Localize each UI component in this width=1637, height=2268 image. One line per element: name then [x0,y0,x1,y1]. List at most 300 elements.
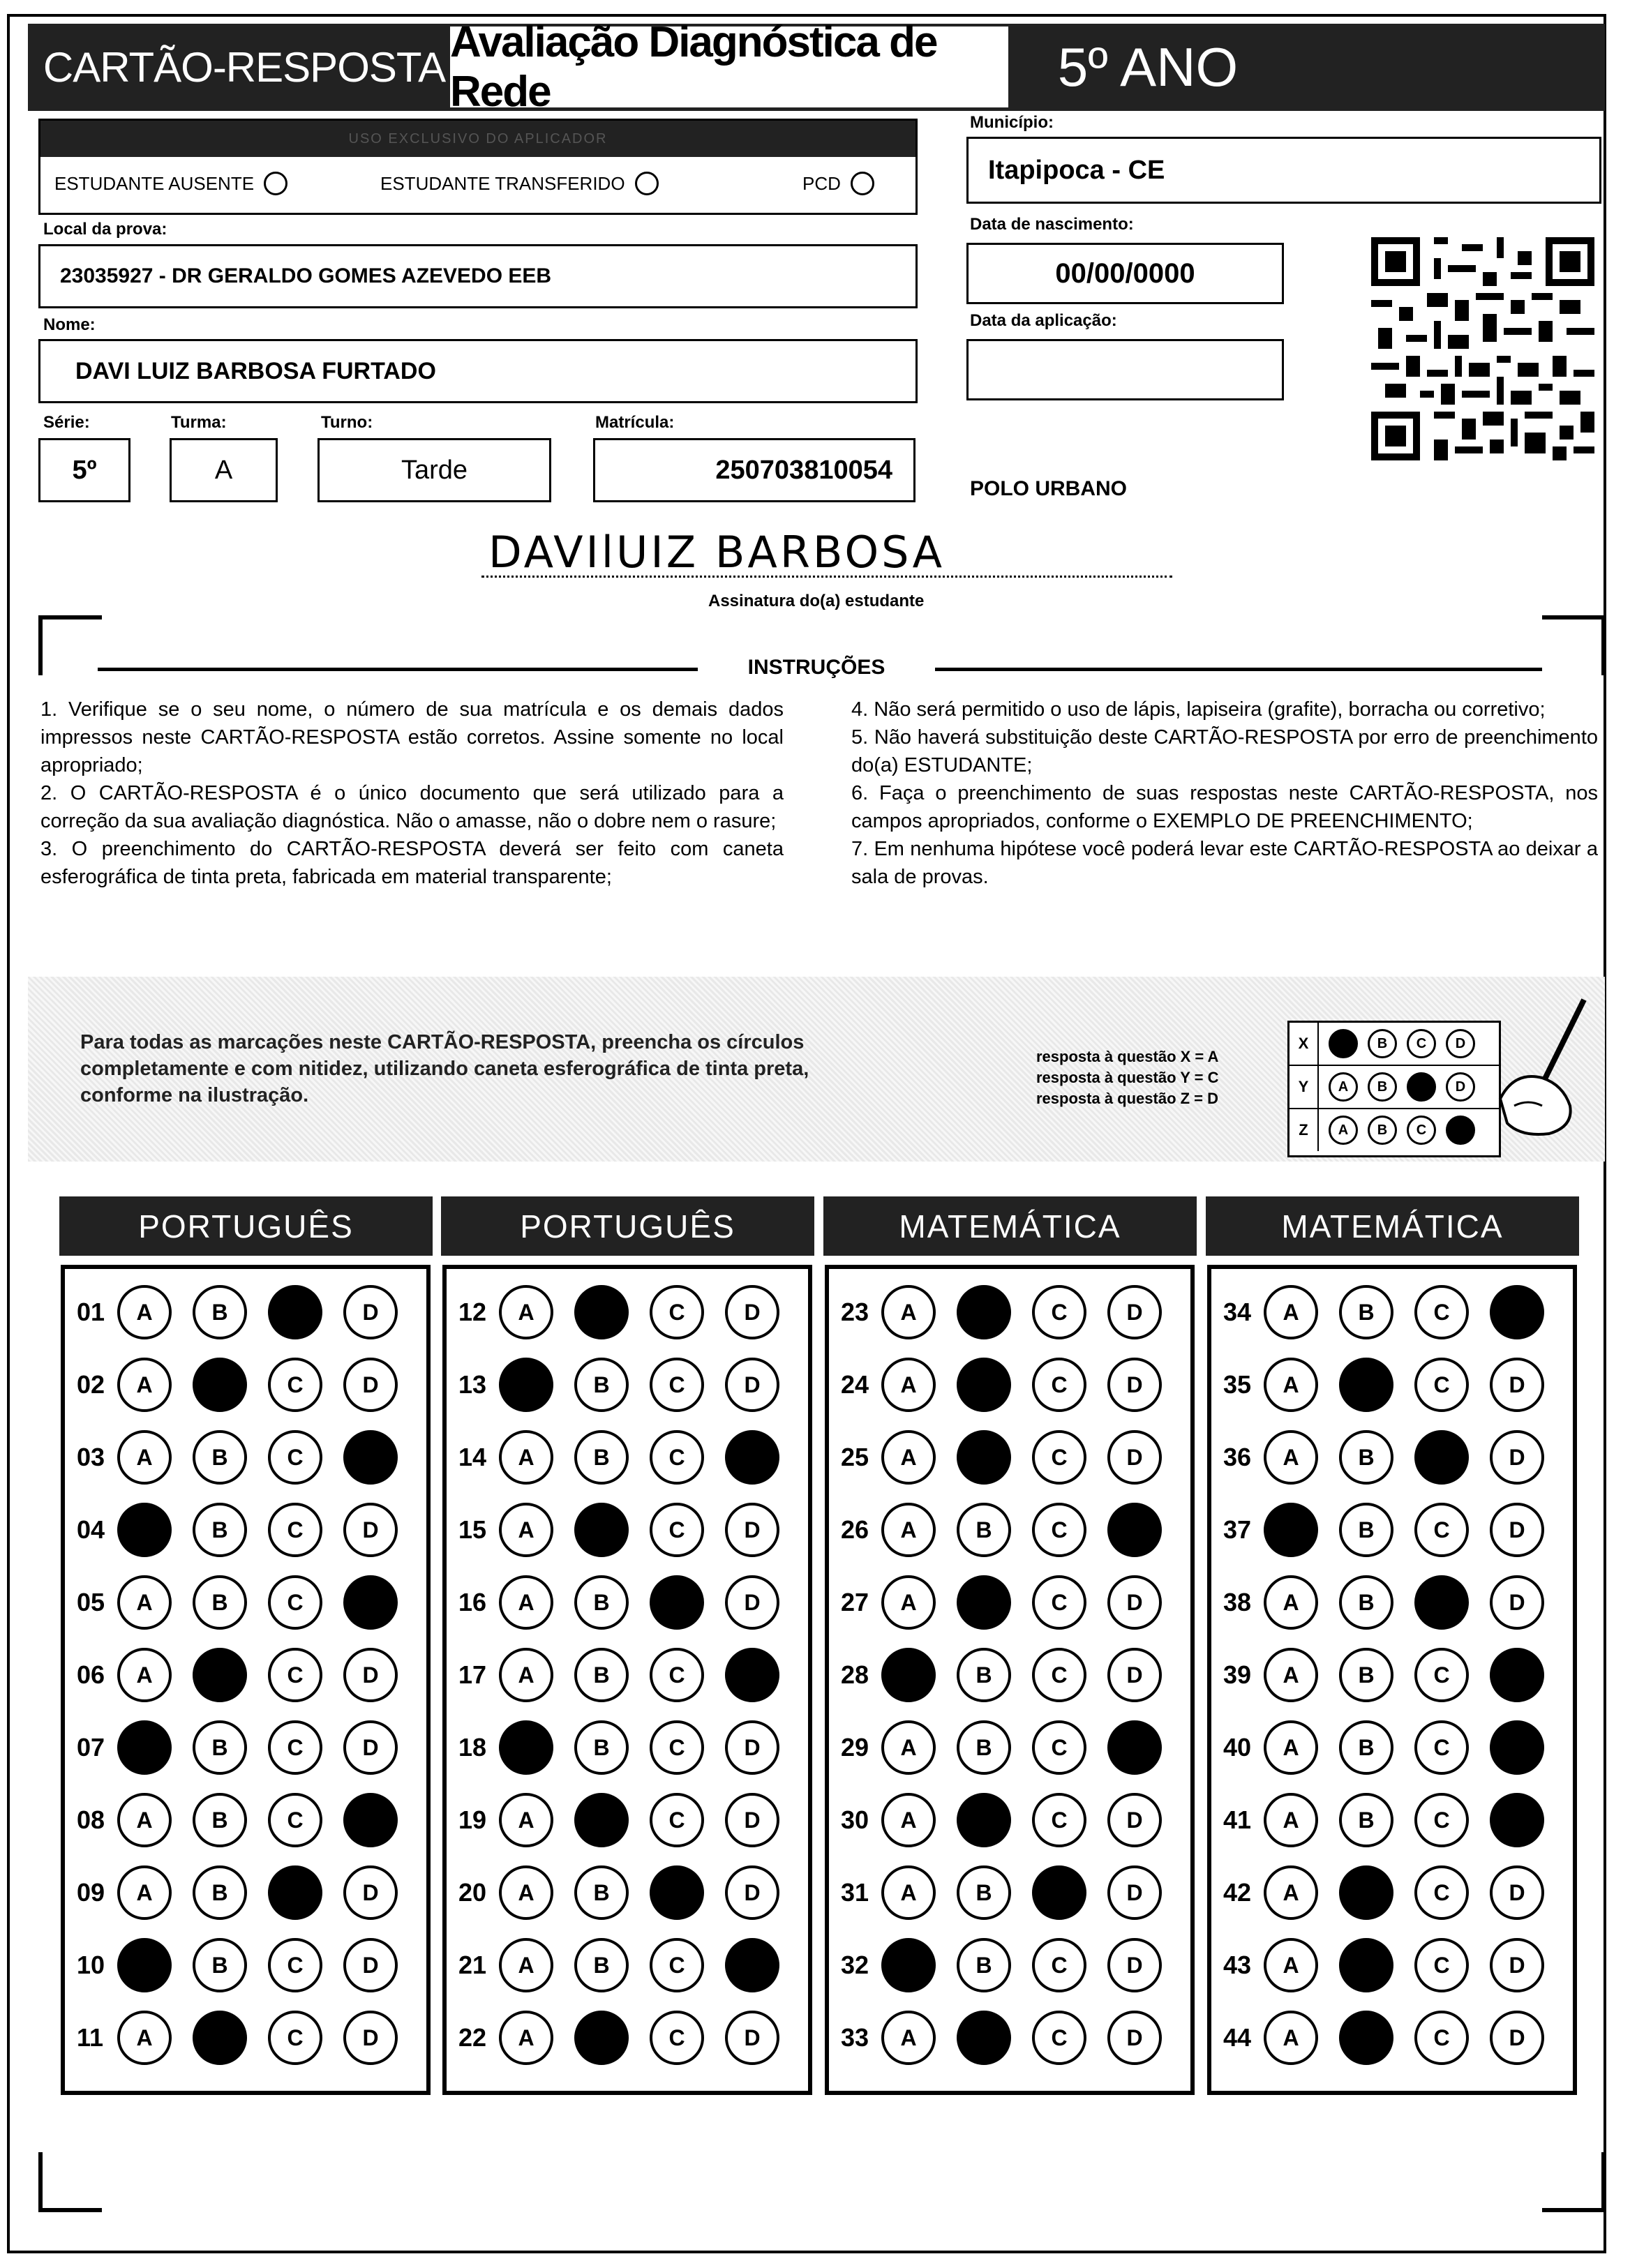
answer-bubble-d[interactable]: D [725,1648,779,1702]
answer-bubble-c[interactable]: C [650,1503,704,1557]
example-bubble-d: D [1446,1072,1475,1102]
answer-bubble-a[interactable]: A [499,1793,553,1847]
answer-bubble-b[interactable]: B [957,1430,1011,1485]
question-row [841,1720,1183,1775]
answer-bubble-c[interactable]: C [268,1503,322,1557]
question-number: 40 [1223,1733,1252,1762]
question-row [77,1648,419,1702]
question-row [458,2011,800,2065]
answer-bubble-b[interactable]: B [957,1358,1011,1412]
answer-bubble-b[interactable]: B [193,1938,247,1992]
answer-bubble-b[interactable]: B [1339,1503,1393,1557]
aplicacao-field[interactable] [966,339,1284,400]
question-number: 12 [458,1298,487,1326]
answer-bubble-c[interactable]: C [1414,1285,1469,1339]
answer-bubble-a[interactable]: A [499,1430,553,1485]
question-number: 04 [77,1515,105,1544]
nome-value: DAVI LUIZ BARBOSA FURTADO [75,357,436,384]
answer-bubble-c[interactable]: C [268,1938,322,1992]
answer-bubble-c[interactable]: C [1414,1430,1469,1485]
answer-bubble-b[interactable]: B [193,1430,247,1485]
question-number: 16 [458,1588,487,1616]
instructions-right-column [851,696,1598,891]
answer-bubble-a[interactable]: A [499,1865,553,1920]
answer-bubble-b[interactable]: B [957,2011,1011,2065]
answer-bubble-d[interactable]: D [725,1358,779,1412]
answer-bubble-a[interactable]: A [117,1865,172,1920]
section-title: MATEMÁTICA [823,1196,1197,1256]
answer-bubble-d[interactable]: D [1107,1358,1162,1412]
answer-bubble-d[interactable]: D [1490,1720,1544,1775]
answer-bubble-d[interactable]: D [1107,1648,1162,1702]
answer-bubble-d[interactable]: D [725,1430,779,1485]
corner-mark-bottom-right [1542,2152,1606,2212]
answer-bubble-b[interactable]: B [574,1285,629,1339]
answer-bubble-c[interactable]: C [1032,1575,1086,1630]
answer-bubble-b[interactable]: B [193,1575,247,1630]
answer-bubble-a[interactable]: A [881,1358,936,1412]
answer-bubble-d[interactable]: D [343,1938,398,1992]
answer-bubble-d[interactable]: D [725,1865,779,1920]
example-bubble-c: C [1407,1116,1436,1145]
applicator-panel [38,119,918,215]
answer-bubble-c[interactable]: C [1414,1503,1469,1557]
question-row [841,1503,1183,1557]
question-row [77,1720,419,1775]
answer-bubble-b[interactable]: B [193,1865,247,1920]
question-number: 15 [458,1515,487,1544]
question-number: 44 [1223,2023,1252,2052]
answer-bubble-b[interactable]: B [193,2011,247,2065]
answer-bubble-b[interactable]: B [574,1865,629,1920]
serie-label: Série: [43,413,90,432]
answer-bubble-b[interactable]: B [1339,1648,1393,1702]
question-number: 37 [1223,1515,1252,1544]
answer-bubble-b[interactable]: B [957,1503,1011,1557]
turma-field [170,438,278,502]
example-bubble-c: C [1407,1072,1436,1102]
answer-bubble-c[interactable]: C [1032,1720,1086,1775]
answer-bubble-c[interactable]: C [650,2011,704,2065]
answer-bubble-a[interactable]: A [881,1503,936,1557]
answer-bubble-d[interactable]: D [343,1285,398,1339]
example-bubble-a: A [1329,1116,1358,1145]
answer-bubble-b[interactable]: B [1339,1285,1393,1339]
answer-bubble-c[interactable]: C [1032,2011,1086,2065]
answer-bubble-d[interactable]: D [1107,1793,1162,1847]
answer-bubble-b[interactable]: B [1339,1358,1393,1412]
answer-bubble-d[interactable]: D [725,1793,779,1847]
municipio-value: Itapipoca - CE [988,155,1165,185]
question-row [458,1720,800,1775]
answer-bubble-a[interactable]: A [499,1503,553,1557]
answer-bubble-a[interactable]: A [1264,1793,1318,1847]
example-text: Para todas as marcações neste CARTÃO-RESPOSTA, preencha os círculos completamente e com nitidez, utilizando caneta esferográfica de tinta preta, conforme na ilustração. [80,1031,809,1106]
answer-bubble-c[interactable]: C [1032,1430,1086,1485]
answer-bubble-c[interactable]: C [268,1575,322,1630]
answer-bubble-c[interactable]: C [1032,1648,1086,1702]
answer-bubble-d[interactable]: D [1107,1938,1162,1992]
answer-bubble-c[interactable]: C [650,1358,704,1412]
question-number: 18 [458,1733,487,1762]
nascimento-value: 00/00/0000 [1055,257,1195,289]
question-row [841,1430,1183,1485]
matricula-value: 250703810054 [715,455,892,485]
question-row [77,1430,419,1485]
question-number: 21 [458,1951,487,1979]
answer-bubble-b[interactable]: B [1339,2011,1393,2065]
question-number: 05 [77,1588,105,1616]
pcd-bubble[interactable] [851,172,874,195]
answer-bubble-c[interactable]: C [1414,1648,1469,1702]
question-number: 36 [1223,1443,1252,1471]
answer-bubble-c[interactable]: C [650,1938,704,1992]
question-row [1223,1430,1565,1485]
absent-option[interactable] [54,172,287,195]
matricula-label: Matrícula: [595,413,675,432]
answer-bubble-a[interactable]: A [117,1720,172,1775]
exam-title: Avaliação Diagnóstica de Rede [450,27,1008,107]
answer-bubble-a[interactable]: A [499,1720,553,1775]
example-legend [1036,1046,1218,1109]
answer-bubble-b[interactable]: B [193,1358,247,1412]
answer-bubble-b[interactable]: B [193,1720,247,1775]
instruction-2: 2. O CARTÃO-RESPOSTA é o único documento que será utilizado para a correção da sua avaliação diagnóstica. Não o amasse, não o dobre nem o rasure; [40,782,784,832]
answer-bubble-d[interactable]: D [725,2011,779,2065]
question-number: 42 [1223,1878,1252,1907]
answer-bubble-b[interactable]: B [574,1358,629,1412]
answer-bubble-d[interactable]: D [1490,1648,1544,1702]
answer-bubble-a[interactable]: A [881,1865,936,1920]
answer-bubble-d[interactable]: D [1107,1575,1162,1630]
answer-bubble-c[interactable]: C [1414,1720,1469,1775]
absent-bubble[interactable] [264,172,287,195]
answer-bubble-c[interactable]: C [268,1720,322,1775]
answer-bubble-d[interactable]: D [1490,1430,1544,1485]
legend-y: resposta à questão Y = C [1036,1069,1219,1086]
question-row [1223,1938,1565,1992]
answer-bubble-d[interactable]: D [1490,1575,1544,1630]
example-bubble-a: A [1329,1072,1358,1102]
instructions-rule-left [98,668,712,671]
answer-bubble-a[interactable]: A [499,2011,553,2065]
answer-bubble-a[interactable]: A [1264,2011,1318,2065]
question-row [1223,1358,1565,1412]
answer-bubble-a[interactable]: A [881,1720,936,1775]
question-number: 01 [77,1298,105,1326]
question-number: 43 [1223,1951,1252,1979]
answer-bubble-a[interactable]: A [1264,1938,1318,1992]
corner-mark-top-left [38,615,102,675]
answer-bubble-b[interactable]: B [1339,1865,1393,1920]
signature-label: Assinatura do(a) estudante [708,592,925,610]
local-label: Local da prova: [43,220,167,239]
nome-field [38,339,918,403]
absent-label: ESTUDANTE AUSENTE [54,172,255,194]
answer-bubble-d[interactable]: D [725,1575,779,1630]
question-row [77,1358,419,1412]
answer-bubble-b[interactable]: B [957,1793,1011,1847]
question-number: 14 [458,1443,487,1471]
serie-value: 5º [72,455,97,485]
question-number: 20 [458,1878,487,1907]
question-number: 09 [77,1878,105,1907]
question-row [458,1285,800,1339]
answer-bubble-a[interactable]: A [881,1575,936,1630]
answer-bubble-b[interactable]: B [193,1503,247,1557]
qr-code [1371,237,1594,460]
answer-bubble-c[interactable]: C [650,1720,704,1775]
answer-bubble-c[interactable]: C [268,1865,322,1920]
answer-bubble-b[interactable]: B [957,1720,1011,1775]
question-number: 30 [841,1805,869,1834]
answer-bubble-a[interactable]: A [1264,1865,1318,1920]
question-row [841,1793,1183,1847]
question-number: 28 [841,1660,869,1689]
answer-bubble-d[interactable]: D [1107,1285,1162,1339]
answer-bubble-d[interactable]: D [343,1430,398,1485]
question-number: 35 [1223,1370,1252,1399]
answer-bubble-c[interactable]: C [268,1285,322,1339]
answer-bubble-b[interactable]: B [957,1648,1011,1702]
answer-bubble-a[interactable]: A [117,1285,172,1339]
legend-z: resposta à questão Z = D [1036,1090,1219,1107]
example-row-label: Z [1290,1109,1319,1151]
answer-bubble-c[interactable]: C [650,1430,704,1485]
answer-bubble-c[interactable]: C [1414,1358,1469,1412]
answer-bubble-d[interactable]: D [1490,1938,1544,1992]
example-bubble-c: C [1407,1029,1436,1058]
instruction-1: 1. Verifique se o seu nome, o número de sua matrícula e os demais dados impressos neste CARTÃO-RESPOSTA estão corretos. Assine somente no local apropriado; [40,698,784,776]
answer-bubble-d[interactable]: D [725,1938,779,1992]
answer-bubble-d[interactable]: D [1107,1865,1162,1920]
answer-bubble-b[interactable]: B [1339,1793,1393,1847]
answer-bubble-a[interactable]: A [1264,1720,1318,1775]
answer-bubble-d[interactable]: D [1107,1720,1162,1775]
turno-field [317,438,551,502]
answer-bubble-d[interactable]: D [343,1503,398,1557]
answer-bubble-c[interactable]: C [1414,1938,1469,1992]
answer-bubble-b[interactable]: B [1339,1430,1393,1485]
answer-bubble-d[interactable]: D [1490,1865,1544,1920]
answer-bubble-d[interactable]: D [343,1648,398,1702]
example-bubble-b: B [1368,1029,1397,1058]
answer-bubble-b[interactable]: B [1339,1938,1393,1992]
question-number: 03 [77,1443,105,1471]
answer-bubble-c[interactable]: C [1032,1285,1086,1339]
answer-bubble-a[interactable]: A [499,1575,553,1630]
answer-bubble-a[interactable]: A [881,1793,936,1847]
signature-line [481,576,1172,578]
answer-bubble-c[interactable]: C [268,1648,322,1702]
answer-bubble-b[interactable]: B [193,1285,247,1339]
answer-bubble-d[interactable]: D [725,1503,779,1557]
example-bubble-a: A [1329,1029,1358,1058]
answer-bubble-a[interactable]: A [117,1358,172,1412]
turno-value: Tarde [401,455,468,485]
question-row [1223,1648,1565,1702]
answer-bubble-d[interactable]: D [725,1285,779,1339]
answer-bubble-a[interactable]: A [1264,1358,1318,1412]
turma-value: A [214,455,233,485]
answer-bubble-d[interactable]: D [343,1720,398,1775]
question-number: 41 [1223,1805,1252,1834]
question-number: 38 [1223,1588,1252,1616]
answer-bubble-d[interactable]: D [1107,2011,1162,2065]
answer-bubble-c[interactable]: C [1414,2011,1469,2065]
question-row [1223,1285,1565,1339]
answer-bubble-a[interactable]: A [117,1430,172,1485]
answer-bubble-b[interactable]: B [574,1575,629,1630]
answer-bubble-c[interactable]: C [650,1575,704,1630]
answer-bubble-c[interactable]: C [1414,1793,1469,1847]
answer-bubble-d[interactable]: D [343,1793,398,1847]
answer-bubble-c[interactable]: C [650,1648,704,1702]
question-row [458,1865,800,1920]
answer-bubble-a[interactable]: A [881,1430,936,1485]
question-row [458,1358,800,1412]
transferred-option[interactable] [380,172,659,195]
question-number: 08 [77,1805,105,1834]
answer-bubble-c[interactable]: C [650,1793,704,1847]
answer-bubble-d[interactable]: D [1490,1358,1544,1412]
answer-bubble-a[interactable]: A [1264,1648,1318,1702]
answer-bubble-d[interactable]: D [343,1575,398,1630]
question-row [1223,2011,1565,2065]
answer-bubble-b[interactable]: B [1339,1720,1393,1775]
answer-bubble-a[interactable]: A [1264,1285,1318,1339]
question-row [458,1575,800,1630]
answer-bubble-a[interactable]: A [117,1575,172,1630]
transferred-bubble[interactable] [635,172,659,195]
nascimento-label: Data de nascimento: [970,215,1134,234]
answer-bubble-c[interactable]: C [268,1793,322,1847]
answer-bubble-a[interactable]: A [1264,1503,1318,1557]
answer-bubble-b[interactable]: B [574,2011,629,2065]
answer-bubble-a[interactable]: A [1264,1575,1318,1630]
answer-bubble-b[interactable]: B [193,1648,247,1702]
question-number: 31 [841,1878,869,1907]
answer-bubble-a[interactable]: A [117,1793,172,1847]
answer-bubble-a[interactable]: A [881,1648,936,1702]
question-row [77,1938,419,1992]
answer-bubble-d[interactable]: D [343,2011,398,2065]
answer-bubble-d[interactable]: D [1490,1285,1544,1339]
polo-label: POLO URBANO [970,477,1127,500]
question-number: 33 [841,2023,869,2052]
question-row [77,1503,419,1557]
question-row [1223,1865,1565,1920]
answer-bubble-c[interactable]: C [1032,1503,1086,1557]
answer-bubble-c[interactable]: C [1032,1358,1086,1412]
answer-bubble-a[interactable]: A [499,1358,553,1412]
corner-mark-bottom-left [38,2152,102,2212]
answer-bubble-a[interactable]: A [117,1648,172,1702]
answer-bubble-b[interactable]: B [957,1938,1011,1992]
answer-bubble-d[interactable]: D [1107,1503,1162,1557]
example-bubble-d: D [1446,1029,1475,1058]
question-number: 02 [77,1370,105,1399]
answer-bubble-b[interactable]: B [574,1430,629,1485]
question-number: 22 [458,2023,487,2052]
question-row [1223,1503,1565,1557]
answer-bubble-b[interactable]: B [574,1793,629,1847]
answer-bubble-b[interactable]: B [957,1865,1011,1920]
answer-bubble-a[interactable]: A [1264,1430,1318,1485]
answer-bubble-c[interactable]: C [268,2011,322,2065]
local-field [38,244,918,308]
answer-bubble-a[interactable]: A [881,1938,936,1992]
answer-bubble-b[interactable]: B [574,1503,629,1557]
answer-bubble-d[interactable]: D [1490,1503,1544,1557]
nascimento-field [966,243,1284,304]
answer-bubble-c[interactable]: C [1032,1938,1086,1992]
question-number: 39 [1223,1660,1252,1689]
question-number: 13 [458,1370,487,1399]
answer-bubble-d[interactable]: D [1490,2011,1544,2065]
answer-bubble-c[interactable]: C [268,1358,322,1412]
answer-bubble-d[interactable]: D [343,1865,398,1920]
example-bubble-b: B [1368,1072,1397,1102]
question-number: 34 [1223,1298,1252,1326]
answer-bubble-a[interactable]: A [499,1648,553,1702]
instruction-5: 5. Não haverá substituição deste CARTÃO-RESPOSTA por erro de preenchimento do(a) ESTUDANTE; [851,726,1598,776]
question-number: 07 [77,1733,105,1762]
answer-bubble-a[interactable]: A [881,1285,936,1339]
answer-bubble-a[interactable]: A [881,2011,936,2065]
question-number: 11 [77,2023,104,2052]
example-bubble-d: D [1446,1116,1475,1145]
answer-bubble-d[interactable]: D [1107,1430,1162,1485]
answer-bubble-c[interactable]: C [268,1430,322,1485]
answer-bubble-d[interactable]: D [725,1720,779,1775]
answer-bubble-c[interactable]: C [650,1285,704,1339]
answer-bubble-a[interactable]: A [499,1938,553,1992]
answer-bubble-c[interactable]: C [1032,1793,1086,1847]
instructions-left-column [40,696,784,891]
turno-label: Turno: [321,413,373,432]
answer-bubble-b[interactable]: B [574,1648,629,1702]
answer-bubble-b[interactable]: B [957,1285,1011,1339]
answer-bubble-b[interactable]: B [957,1575,1011,1630]
grade-label: 5º ANO [1057,36,1239,98]
answer-bubble-c[interactable]: C [1414,1865,1469,1920]
answer-bubble-d[interactable]: D [1490,1793,1544,1847]
pcd-option[interactable] [802,172,874,195]
applicator-bar-label: USO EXCLUSIVO DO APLICADOR [348,130,608,147]
municipio-label: Município: [970,113,1054,132]
answer-bubble-c[interactable]: C [650,1865,704,1920]
answer-bubble-c[interactable]: C [1414,1575,1469,1630]
answer-bubble-c[interactable]: C [1032,1865,1086,1920]
answer-bubble-b[interactable]: B [574,1720,629,1775]
question-number: 17 [458,1660,487,1689]
answer-bubble-d[interactable]: D [343,1358,398,1412]
answer-bubble-b[interactable]: B [574,1938,629,1992]
question-row [1223,1720,1565,1775]
question-number: 27 [841,1588,869,1616]
instructions-rule-right [928,668,1542,671]
question-row [1223,1793,1565,1847]
answer-bubble-b[interactable]: B [193,1793,247,1847]
answer-bubble-a[interactable]: A [499,1285,553,1339]
answer-bubble-a[interactable]: A [117,1503,172,1557]
question-number: 19 [458,1805,487,1834]
answer-bubble-a[interactable]: A [117,2011,172,2065]
instruction-6: 6. Faça o preenchimento de suas respostas neste CARTÃO-RESPOSTA, nos campos apropriados, conforme o EXEMPLO DE PREENCHIMENTO; [851,782,1598,832]
answer-bubble-b[interactable]: B [1339,1575,1393,1630]
answer-bubble-a[interactable]: A [117,1938,172,1992]
